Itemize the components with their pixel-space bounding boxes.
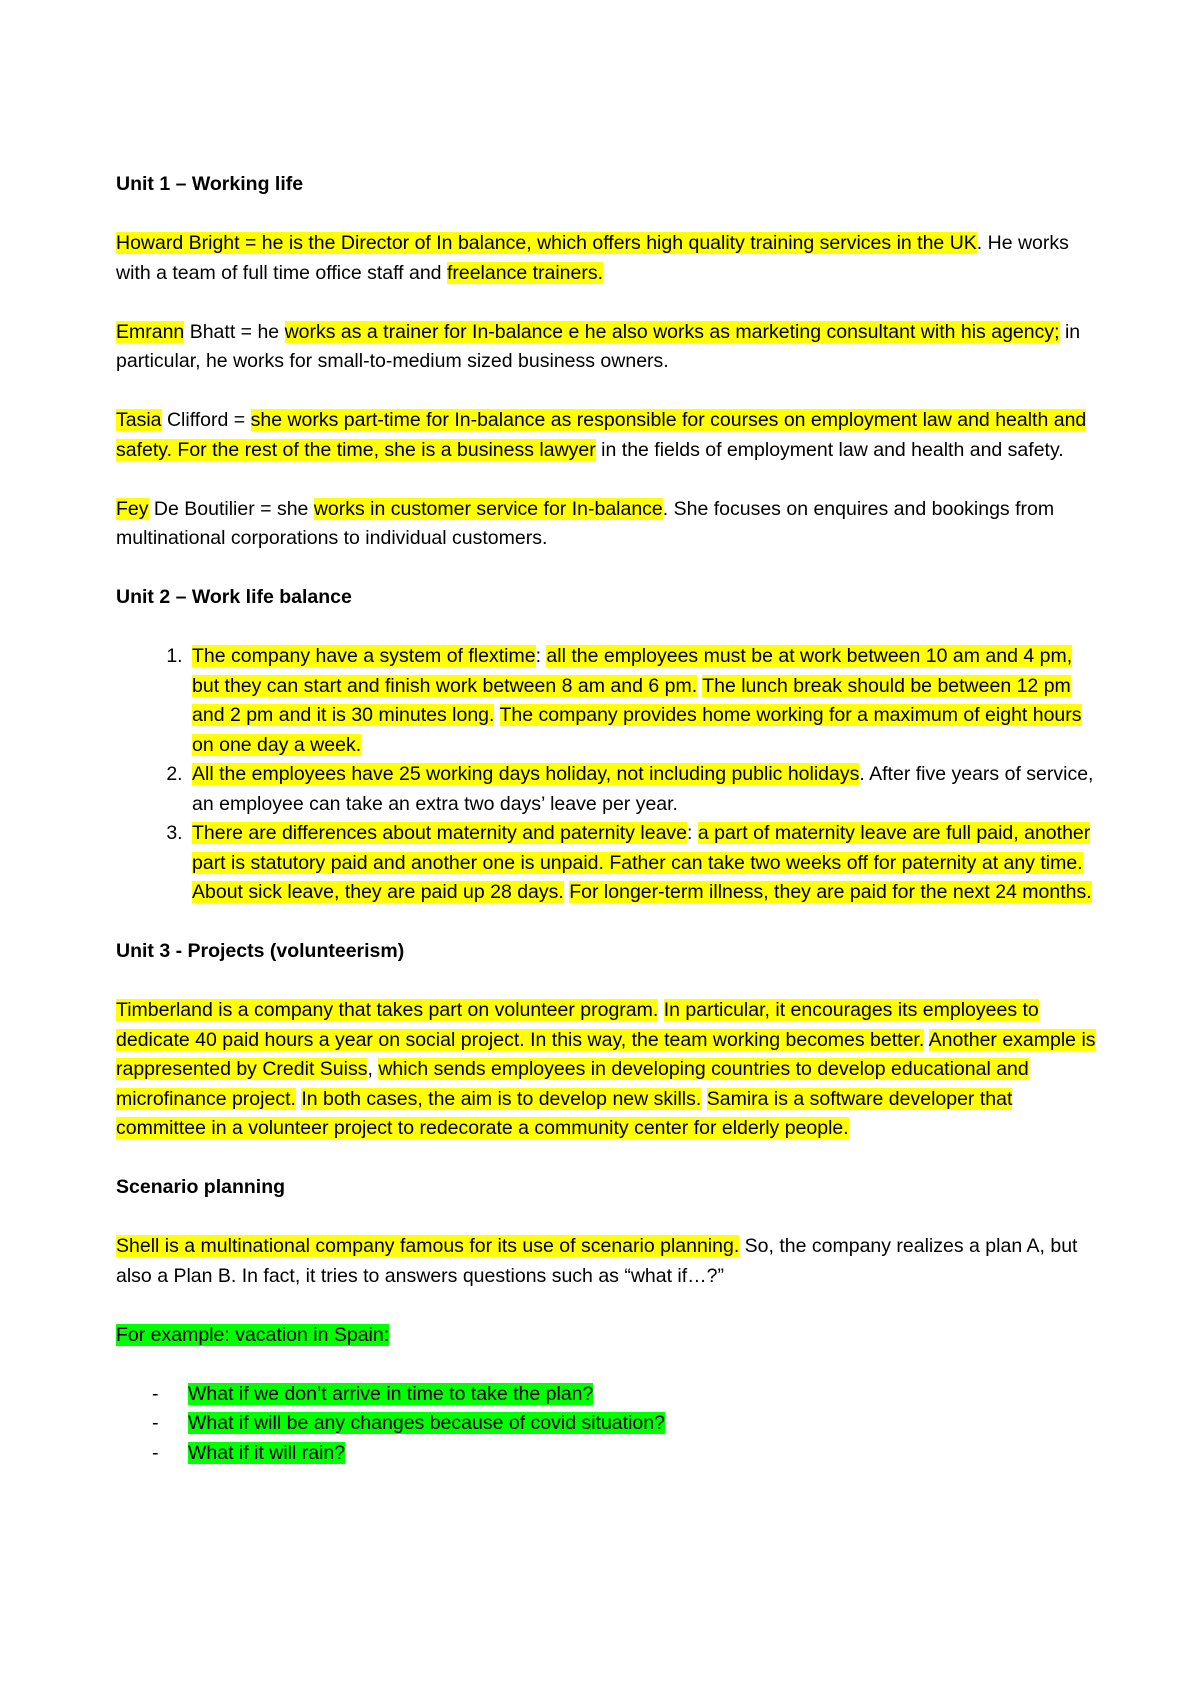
text: Bhatt = he (184, 320, 285, 343)
highlight: Tasia (116, 409, 162, 431)
question-list (116, 1380, 1100, 1469)
highlight: The company provides home working for a maximum of eight hours on one day a week. (192, 704, 1082, 756)
highlight: Timberland is a company that takes part on volunteer program. (116, 999, 659, 1021)
highlight: In particular, it encourages its employees to dedicate 40 paid hours a year on social project. In this way, the team working becomes better. (116, 999, 1039, 1051)
highlight: all the employees must be at work between 10 am and 4 pm, but they can start and finish work between 8 am and 6 pm. (192, 645, 1073, 697)
green-highlight: What if it will rain? (188, 1441, 346, 1464)
highlight: Samira is a software developer that committee in a volunteer project to redecorate a community center for elderly people. (116, 1087, 1013, 1139)
example-label-paragraph (116, 1321, 1100, 1351)
highlight: Howard Bright = he is the Director of In balance, which offers high quality training services in the UK (116, 232, 977, 254)
list-item (188, 819, 1100, 908)
text: . He works with a team of full time office staff and (116, 232, 1069, 284)
text (658, 999, 663, 1021)
howard-paragraph (116, 229, 1100, 288)
green-highlight: For example: vacation in Spain: (116, 1323, 390, 1346)
text (701, 1088, 706, 1110)
text: : (687, 822, 698, 844)
highlight: Shell is a multinational company famous for its use of scenario planning. (116, 1235, 740, 1257)
highlight: Emrann (116, 320, 185, 343)
text: : (535, 645, 547, 667)
highlight: The company have a system of flextime (192, 645, 536, 667)
unit3-heading: Unit 3 - Projects (volunteerism) (116, 940, 405, 962)
highlight: works as a trainer for In-balance e he also works as marketing consultant with his agency; (284, 320, 1060, 343)
highlight: Fey (116, 497, 149, 520)
volunteer-paragraph (116, 996, 1100, 1144)
green-highlight: What if we don’t arrive in time to take the plan? (188, 1382, 594, 1405)
list-item (188, 1409, 1100, 1439)
text: . She focuses on enquires and bookings from multinational corporations to individual customers. (116, 497, 1055, 549)
list-item (188, 1380, 1100, 1410)
list-item (188, 642, 1100, 760)
text: , (367, 1058, 379, 1080)
highlight: There are differences about maternity and paternity leave (192, 822, 688, 844)
highlight: which sends employees in developing countries to develop educational and microfinance project. (116, 1058, 1029, 1110)
text: . After five years of service, an employee can take an extra two days’ leave per year. (192, 763, 1094, 815)
list-item (188, 760, 1100, 819)
policy-list (116, 642, 1100, 908)
text (924, 1029, 928, 1051)
scenario-paragraph (116, 1232, 1100, 1291)
tasia-paragraph (116, 406, 1100, 465)
emrann-paragraph (116, 318, 1100, 377)
unit1-heading: Unit 1 – Working life (116, 173, 304, 195)
text: De Boutilier = she (148, 497, 314, 520)
highlight: works in customer service for In-balance (313, 497, 663, 520)
highlight: The lunch break should be between 12 pm and 2 pm and it is 30 minutes long. (192, 674, 1071, 726)
scenario-heading: Scenario planning (116, 1176, 286, 1198)
highlight: In both cases, the aim is to develop new skills. (301, 1087, 702, 1110)
text: in particular, he works for small-to-medium sized business owners. (116, 320, 1081, 372)
text: Clifford = (161, 409, 251, 431)
highlight: a part of maternity leave are full paid, another part is statutory paid and another one is unpaid. Father can take two weeks off for paternity at any time. About sick leave, they are paid up 28 days. (192, 822, 1091, 903)
green-highlight: What if will be any changes because of covid situation? (188, 1412, 665, 1434)
highlight: All the employees have 25 working days holiday, not including public holidays (192, 763, 860, 785)
text: in the fields of employment law and health and safety. (595, 438, 1064, 461)
list-item (188, 1439, 1100, 1469)
highlight: Another example is rappresented by Credit Suiss (116, 1028, 1096, 1080)
unit2-heading: Unit 2 – Work life balance (116, 586, 352, 608)
highlight: For longer-term illness, they are paid for the next 24 months. (569, 881, 1092, 903)
highlight: she works part-time for In-balance as responsible for courses on employment law and health and safety. For the rest of the time, she is a business lawyer (116, 409, 1087, 461)
text: So, the company realizes a plan A, but also a Plan B. In fact, it tries to answers questions such as “what if…?” (116, 1235, 1078, 1287)
text (494, 704, 499, 726)
fey-paragraph (116, 495, 1100, 554)
highlight: freelance trainers. (446, 261, 604, 284)
